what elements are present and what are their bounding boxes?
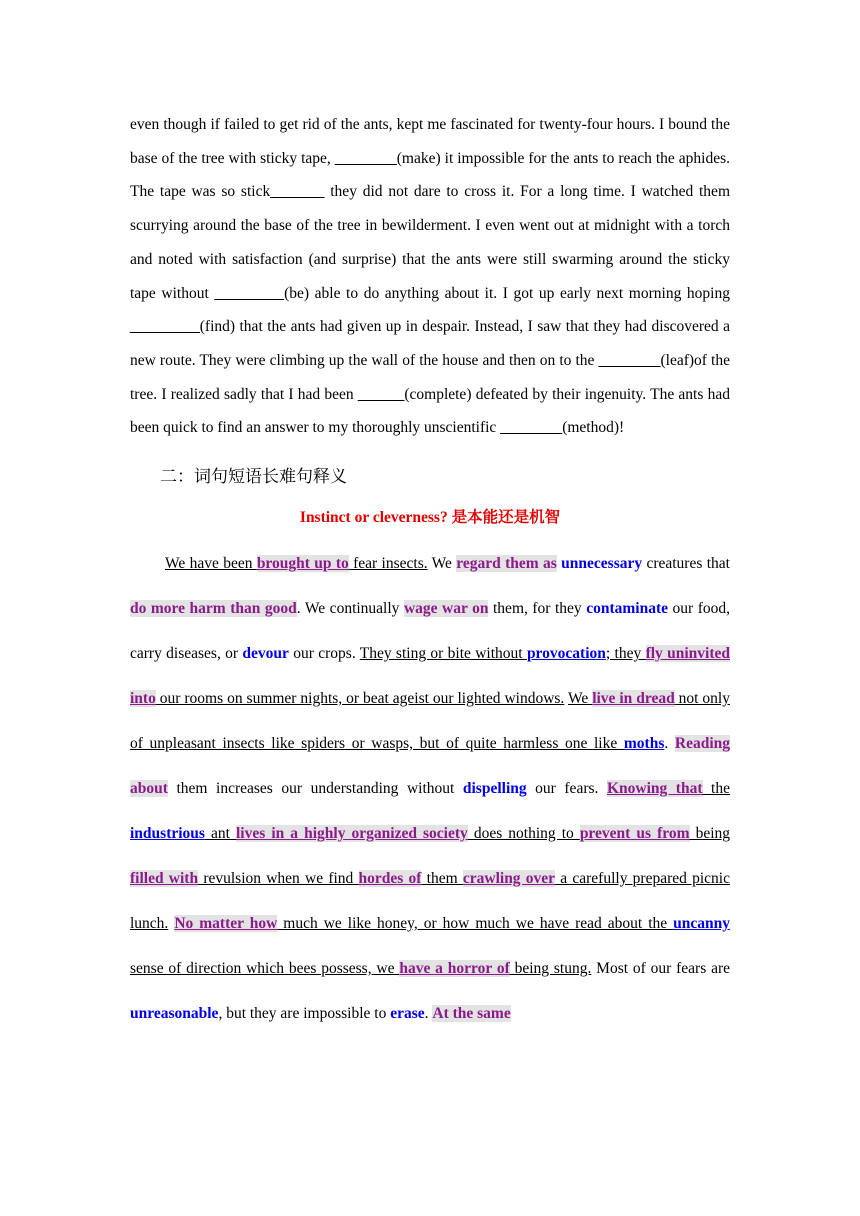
text-run: them, for they <box>488 600 587 618</box>
phrase-highlight: have a horror of <box>399 960 510 978</box>
exercise-paragraph <box>130 108 730 445</box>
section-heading: 二：词句短语长难句释义 <box>160 467 347 488</box>
vocab-word: moths <box>623 735 665 753</box>
fill-in-blank: _________ <box>214 284 285 302</box>
fill-in-blank: ______ <box>357 385 405 403</box>
text-run: Most of our fears are <box>591 960 731 978</box>
vocab-word: unnecessary <box>561 555 643 573</box>
phrase-highlight: do more harm than good <box>130 600 297 618</box>
phrase-highlight: fly uninvited into <box>130 645 730 708</box>
text-run: . <box>424 1005 433 1023</box>
text-run: they did not dare to cross it. For a long time. I watched them scurrying around the base of the tree in bewilderment. I even went out at midnight with a torch and noted with satisfaction (and surprise) that the ants were still swarming around the sticky tape without <box>130 183 730 302</box>
phrase-highlight: At the same <box>432 1005 511 1023</box>
text-run: our crops. <box>288 645 360 663</box>
vocab-word: devour <box>242 645 289 663</box>
text-run: , but they are impossible to <box>218 1005 391 1023</box>
text-run: We <box>427 555 457 573</box>
phrase-highlight: hordes of <box>358 870 422 888</box>
phrase-highlight: Reading about <box>130 735 731 798</box>
fill-in-blank: _________ <box>130 318 200 336</box>
phrase-highlight: No matter how <box>174 915 278 933</box>
text-run: (make) it impossible for the ants to reach the aphides. The tape was so stick <box>130 149 731 201</box>
text-run: (be) able to do anything about it. I got up early next morning hoping <box>284 284 730 302</box>
fill-in-blank: ________ <box>334 149 397 167</box>
text-run: (complete) defeated by their ingenuity. The ants had been quick to find an answer to my thoroughly unscientific <box>130 385 730 437</box>
text-run: ; they <box>605 645 646 663</box>
phrase-highlight: live in dread <box>592 690 675 708</box>
text-run: revulsion when we find <box>198 870 359 888</box>
text-run: creatures that <box>642 555 730 573</box>
text-run: . <box>664 735 675 753</box>
text-run: (find) that the ants had given up in despair. Instead, I saw that they had discovered a new route. They were climbing up the wall of the house and then on to the <box>130 318 730 369</box>
vocab-word: unreasonable <box>130 1005 219 1023</box>
text-run: being stung. <box>509 960 592 978</box>
phrase-highlight: brought up to <box>256 555 349 573</box>
text-run: much we like honey, or how much we have read about the <box>277 915 674 933</box>
phrase-highlight: Knowing that <box>606 780 703 798</box>
vocab-word: industrious <box>130 825 205 843</box>
text-run: them increases our understanding without <box>167 780 463 798</box>
vocab-word: uncanny <box>673 915 730 933</box>
document-page <box>130 108 730 1036</box>
text-run: (leaf)of the tree. I realized sadly that I had been <box>130 351 730 403</box>
text-run: not only of unpleasant insects like spiders or wasps, but of quite harmless one like <box>130 690 730 753</box>
phrase-highlight: regard them as <box>456 555 557 573</box>
phrase-highlight: lives in a highly organized society <box>236 825 468 843</box>
vocab-word: contaminate <box>586 600 668 618</box>
phrase-highlight: wage war on <box>403 600 489 618</box>
fill-in-blank: _______ <box>270 183 325 201</box>
text-run: fear insects. <box>348 555 428 573</box>
text-run: does nothing to <box>467 825 580 843</box>
text-run: . We continually <box>296 600 404 618</box>
vocab-word: dispelling <box>462 780 527 798</box>
text-run: We <box>567 690 593 708</box>
text-run: the <box>702 780 730 798</box>
phrase-highlight: crawling over <box>462 870 556 888</box>
text-run: a carefully prepared picnic lunch. <box>130 870 730 933</box>
text-run: being <box>689 825 731 843</box>
text-run: ant <box>204 825 236 843</box>
vocab-word: erase <box>390 1005 425 1023</box>
text-run: (method)! <box>562 419 625 437</box>
phrase-highlight: filled with <box>130 870 199 888</box>
text-run: our food, carry diseases, or <box>130 600 730 663</box>
text-run: our rooms on summer nights, or beat ageist our lighted windows. <box>155 690 565 708</box>
text-run: They sting or bite without <box>359 645 527 663</box>
fill-in-blank: ________ <box>598 351 661 369</box>
text-run: them <box>421 870 463 888</box>
text-run: our fears. <box>526 780 607 798</box>
fill-in-blank: ________ <box>500 419 563 437</box>
text-run: even though if failed to get rid of the ants, kept me fascinated for twenty-four hours. I bound the base of the tree with sticky tape, <box>130 116 730 167</box>
vocab-word: provocation <box>526 645 606 663</box>
text-run: We have been <box>165 555 257 573</box>
text-run: sense of direction which bees possess, we <box>130 960 400 978</box>
passage-title: Instinct or cleverness? 是本能还是机智 <box>299 509 561 527</box>
phrase-highlight: prevent us from <box>579 825 690 843</box>
annotated-paragraph <box>130 541 730 1036</box>
